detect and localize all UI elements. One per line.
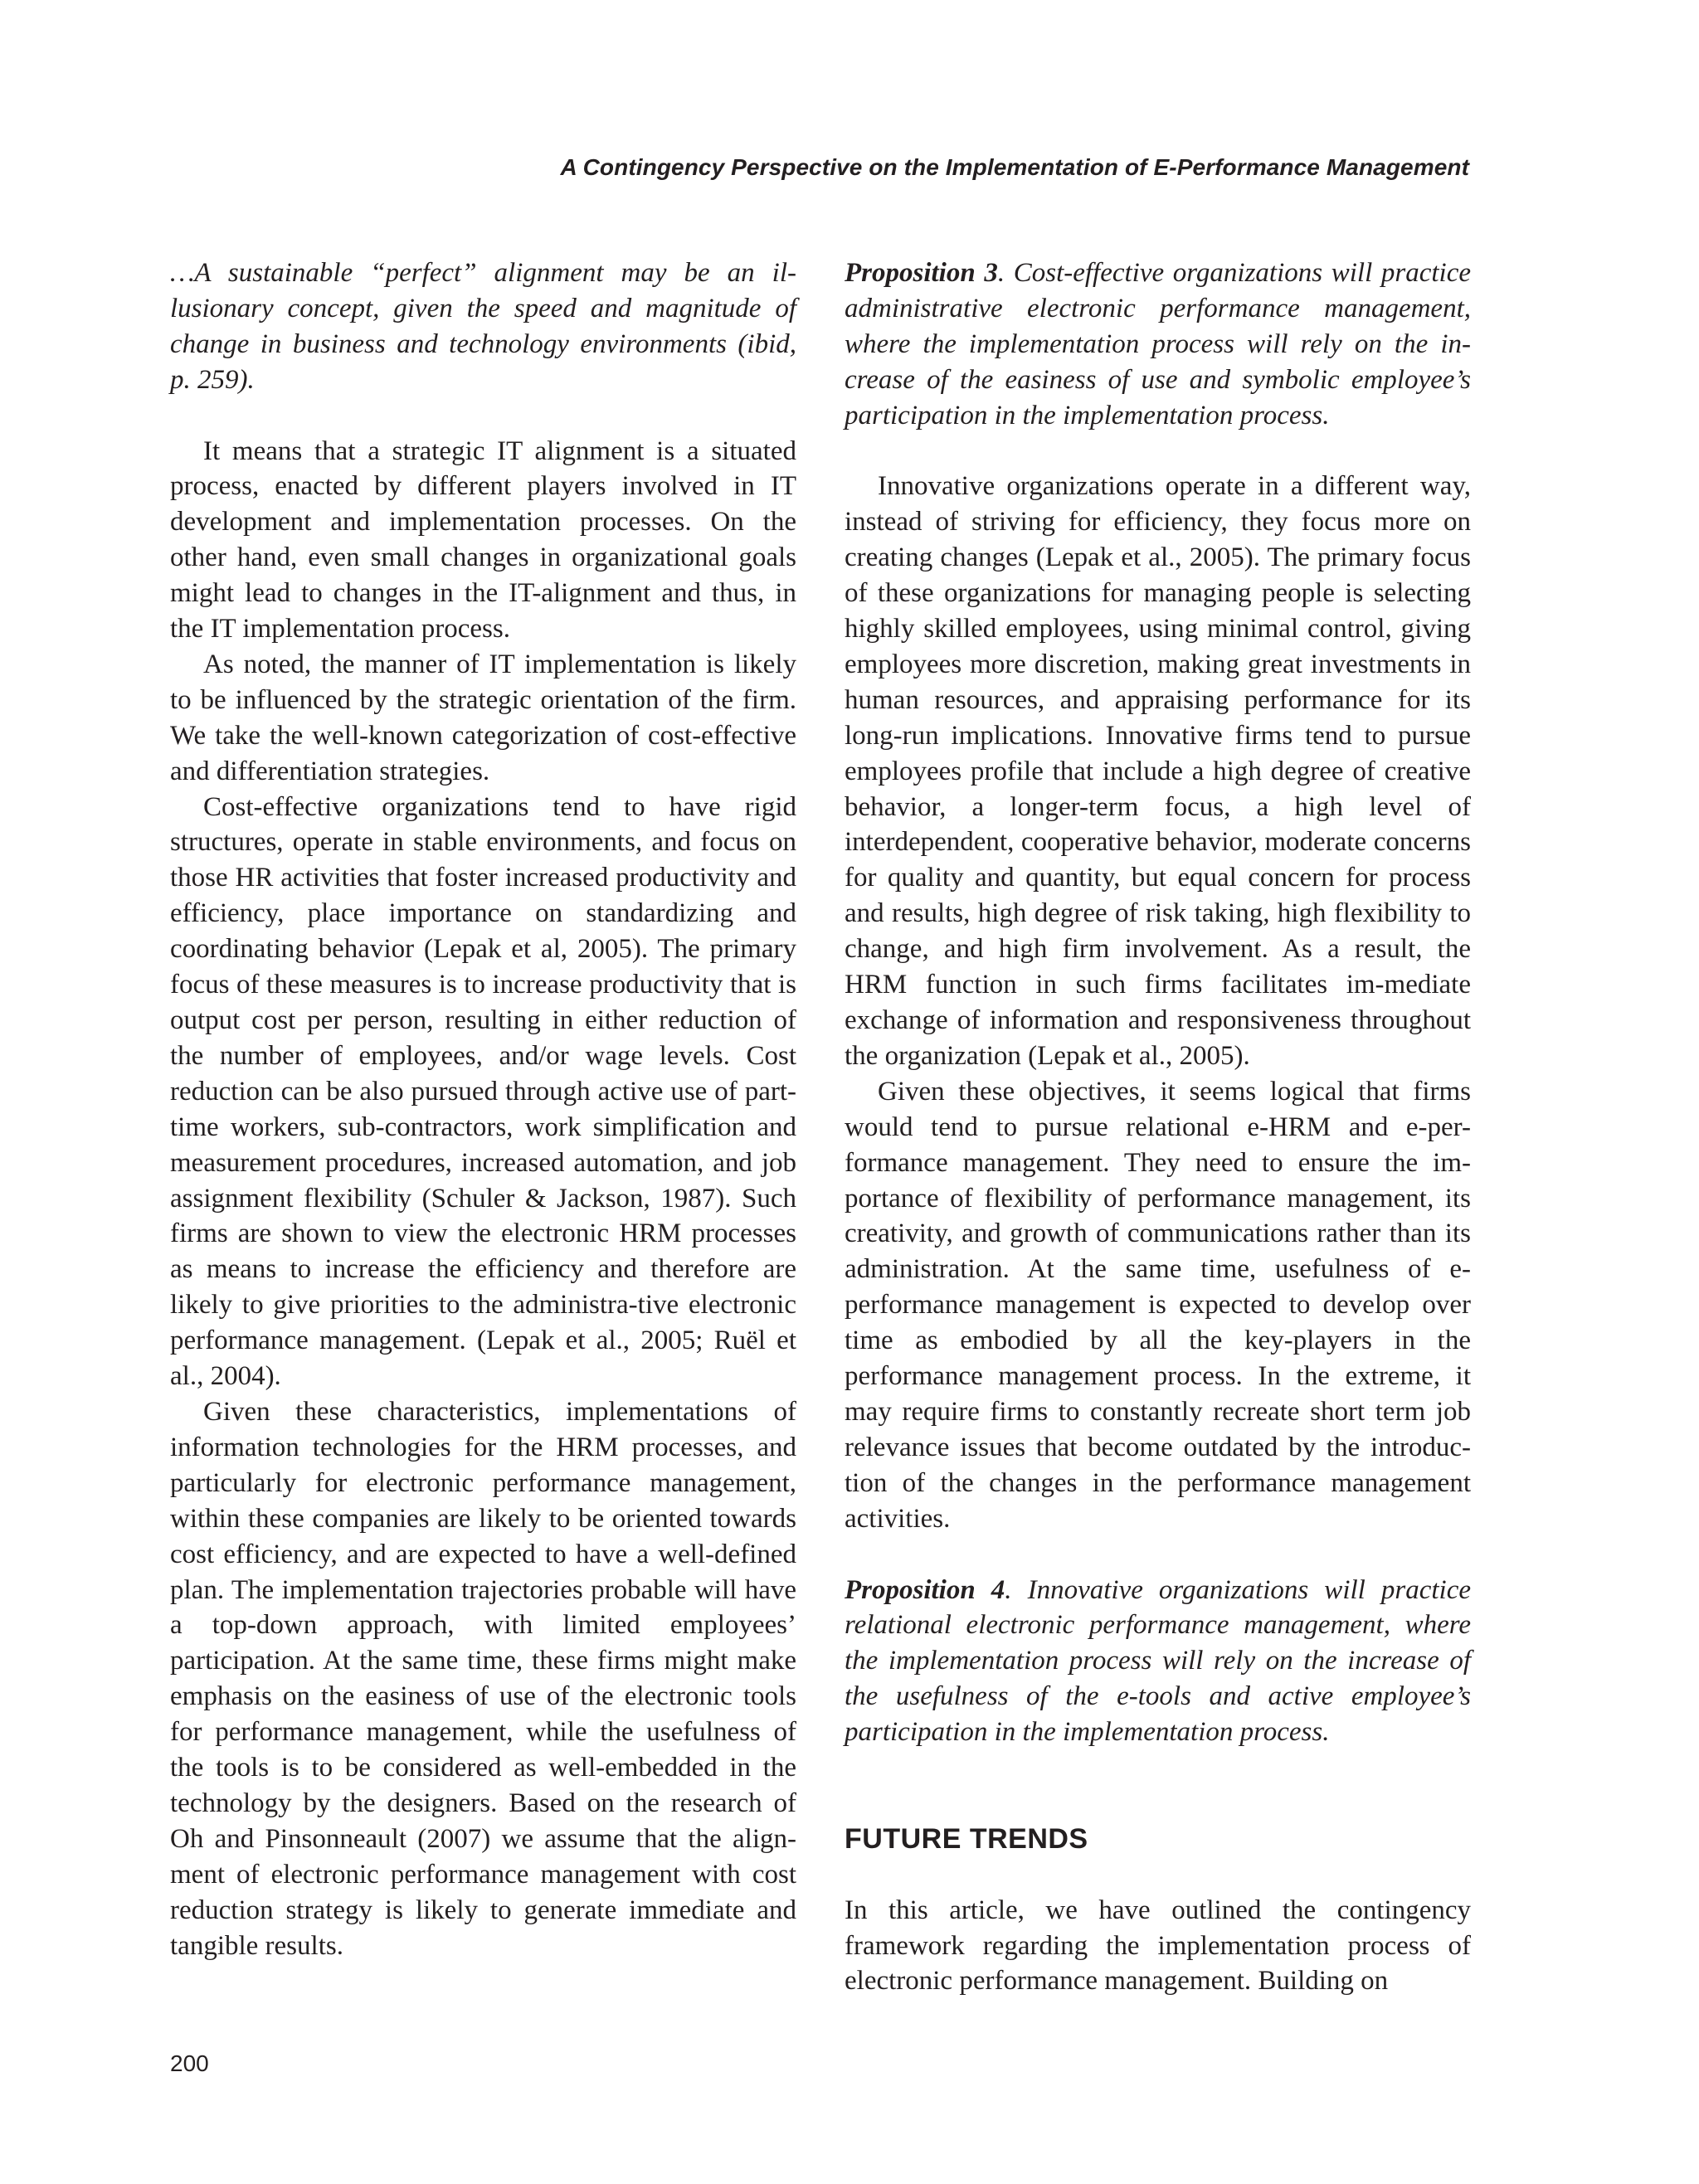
paragraph: It means that a strategic IT alignment is a situated process, enacted by different players involved in IT development and implementation processes. On the other hand, even small changes in organizational goals might lead to changes in the IT-alignment and thus, in the IT implementation process. — [170, 435, 796, 644]
paragraph: In this article, we have outlined the contingency framework regarding the implementation process of electronic performance management. Building on — [845, 1895, 1471, 1997]
right-column — [845, 255, 1471, 1999]
proposition-3-label: Proposition 3 — [845, 258, 998, 288]
paragraph: Given these characteristics, implementations of information technologies for the HRM processes, and particularly for electronic performance management, within these companies are likely to be oriented towards cost efficiency, and are expected to have a well-defined plan. The implementation trajectories probable will have a top-down approach, with limited employees’ participation. At the same time, these firms might make emphasis on the easiness of use of the electronic tools for performance management, while the usefulness of the tools is to be considered as well-embedded in the technology by the designers. Based on the research of Oh and Pinsonneault (2007) we assume that the align-ment of electronic performance management with cost reduction strategy is likely to generate immediate and tangible results. — [170, 1396, 796, 1961]
paragraph-gap — [845, 1750, 1471, 1786]
paragraph-gap — [845, 434, 1471, 469]
page-number: 200 — [170, 2050, 209, 2076]
paragraph-gap — [170, 398, 796, 434]
left-column — [170, 255, 796, 1963]
paragraph: Innovative organizations operate in a different way, instead of striving for efficiency, they focus more on creating changes (Lepak et al., 2005). The primary focus of these organizations for managing people is selecting highly skilled employees, using minimal control, giving employees more discretion, making great investments in human resources, and appraising performance for its long-run implications. Innovative firms tend to pursue employees profile that include a high degree of creative behavior, a longer-term focus, a high level of interdependent, cooperative behavior, moderate concerns for quality and quantity, but equal concern for process and results, high degree of risk taking, high flexibility to change, and high firm involvement. As a result, the HRM function in such firms facilitates im-mediate exchange of information and responsiveness throughout the organization (Lepak et al., 2005). — [845, 471, 1471, 1071]
proposition-4-text: . Innovative organizations will practice relational electronic performance management, where the implementation process will rely on the increase of the usefulness of the e-tools and active employee’s participation in the implementation process. — [845, 1574, 1472, 1748]
proposition-4-label: Proposition 4 — [845, 1574, 1005, 1605]
section-heading: FUTURE TRENDS — [845, 1822, 1088, 1855]
paragraph-gap — [845, 1857, 1471, 1893]
proposition-4 — [845, 1573, 1471, 1751]
running-head: A Contingency Perspective on the Implementation of E-Performance Management — [560, 154, 1469, 180]
proposition-3-text: . Cost-effective organizations will practice administrative electronic performance management, where the implementation process will rely on the in-crease of the easiness of use and symbolic employee’s participation in the implementation process. — [845, 258, 1471, 430]
paragraph-gap — [845, 1537, 1471, 1573]
paragraph: Given these objectives, it seems logical that firms would tend to pursue relational e-HRM and e-per-formance management. They need to ensure the im-portance of flexibility of performance management, its creativity, and growth of communications rather than its administration. At the same time, usefulness of e-performance management is expected to develop over time as embodied by all the key-players in the performance management process. In the extreme, it may require firms to constantly recreate short term job relevance issues that become outdated by the introduc-tion of the changes in the performance management activities. — [845, 1076, 1471, 1534]
paragraph: Cost-effective organizations tend to have rigid structures, operate in stable environments, and focus on those HR activities that foster increased productivity and efficiency, place importance on standardizing and coordinating behavior (Lepak et al, 2005). The primary focus of these measures is to increase productivity that is output cost per person, resulting in either reduction of the number of employees, and/or wage levels. Cost reduction can be also pursued through active use of part-time workers, sub-contractors, work simplification and measurement procedures, increased automation, and job assignment flexibility (Schuler & Jackson, 1987). Such firms are shown to view the electronic HRM processes as means to increase the efficiency and therefore are likely to give priorities to the administra-tive electronic performance management. (Lepak et al., 2005; Ruël et al., 2004). — [170, 791, 796, 1392]
block-quote: …A sustainable “perfect” alignment may be an il-lusionary concept, given the speed and magnitude of change in business and technology environments (ibid, p. 259). — [170, 258, 796, 395]
paragraph-gap — [845, 1786, 1471, 1822]
paragraph: As noted, the manner of IT implementation is likely to be influenced by the strategic orientation of the firm. We take the well-known categorization of cost-effective and differentiation strategies. — [170, 649, 796, 786]
proposition-3 — [845, 255, 1471, 434]
